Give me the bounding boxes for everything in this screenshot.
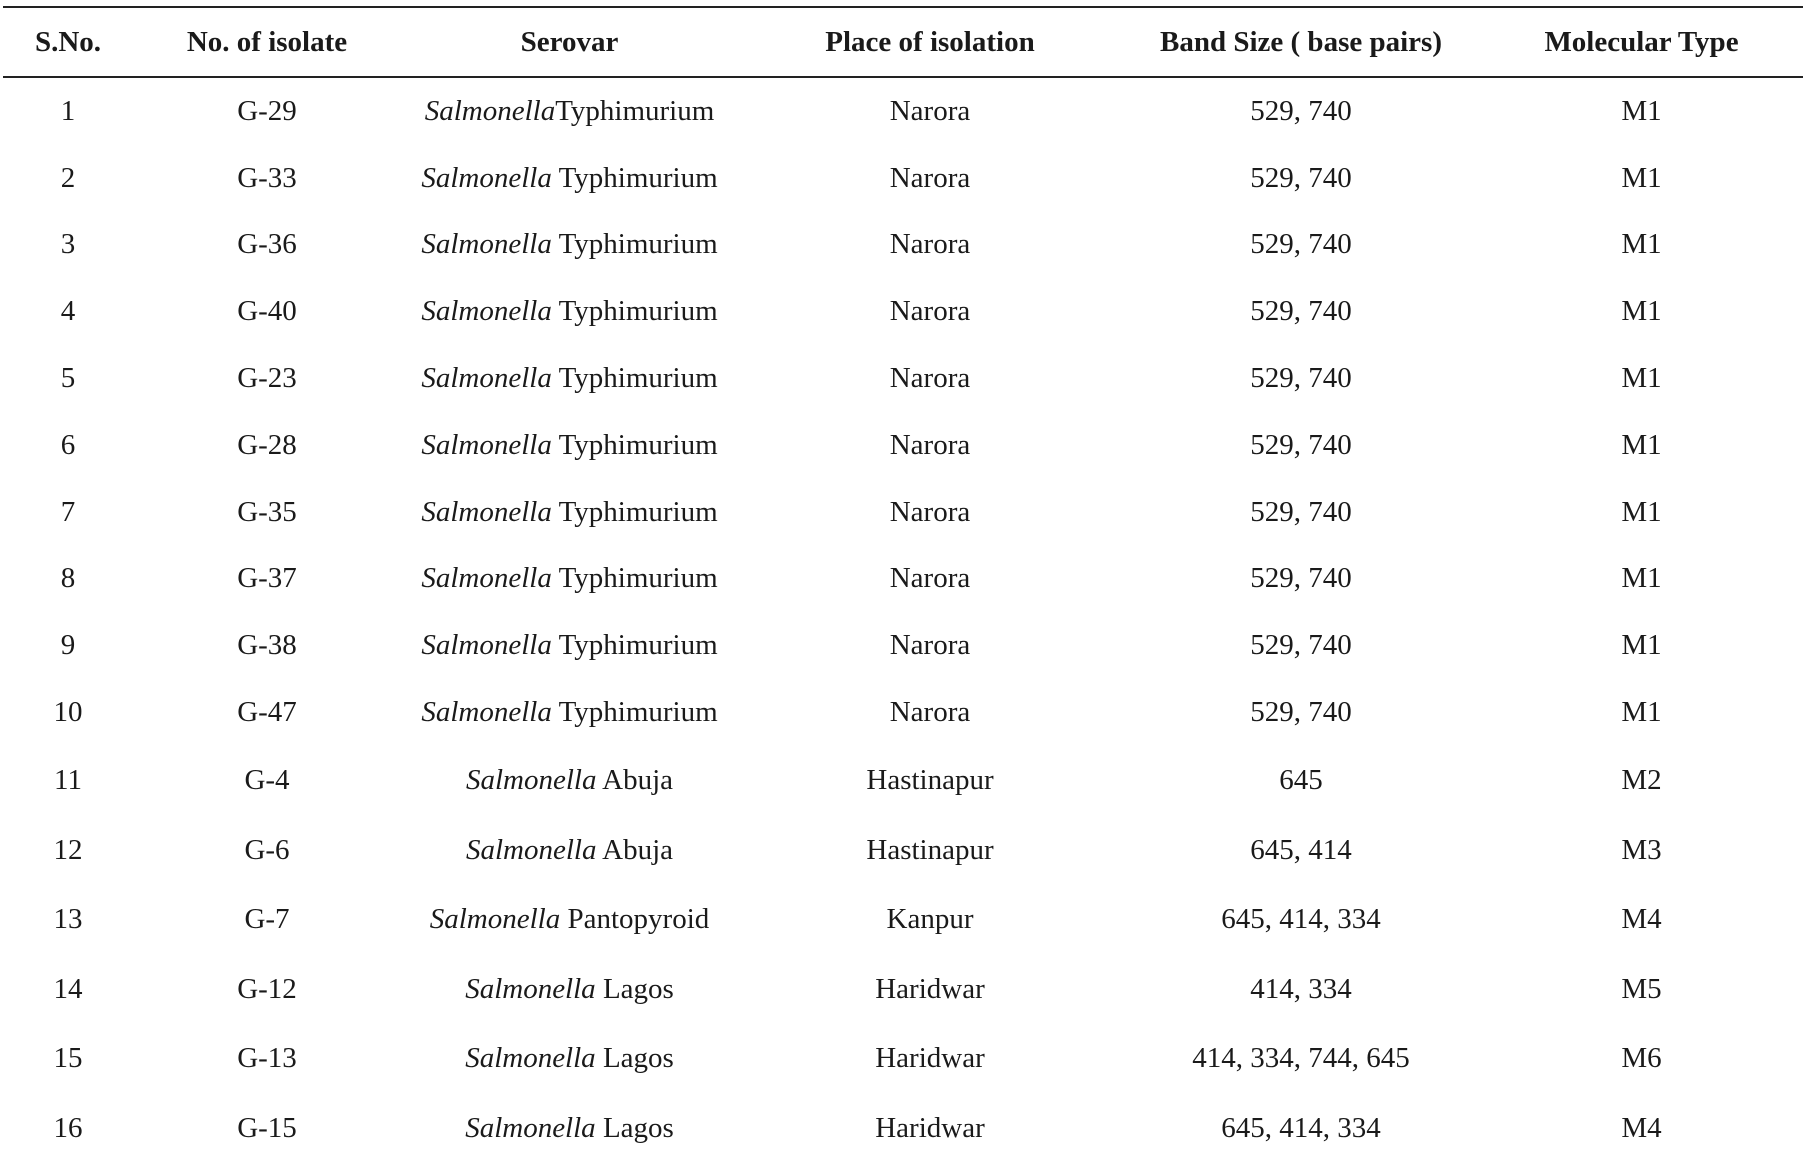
cell-place: Haridwar [875,972,985,1005]
serovar-name: Lagos [602,972,674,1005]
cell-serovar [401,885,738,955]
cell-band-size: 529, 740 [1250,295,1352,328]
cell-place: Narora [889,696,971,729]
cell-isolate: G-23 [237,362,297,395]
cell-band-size: 645, 414, 334 [1221,903,1381,936]
cell-place: Narora [889,94,971,127]
serovar-genus: Salmonella [465,764,597,797]
cell-serovar [401,1024,738,1094]
cell-isolate: G-36 [237,228,297,261]
serovar-genus: Salmonella [465,833,597,866]
serovar-genus: Salmonella [424,94,556,127]
cell-sno: 2 [60,161,76,194]
cell-molecular-type: M1 [1621,696,1662,729]
cell-band-size: 645, 414, 334 [1221,1111,1381,1144]
cell-place: Narora [889,161,971,194]
table-row [3,278,1803,345]
cell-place: Hastinapur [866,764,994,797]
cell-molecular-type: M6 [1621,1042,1662,1075]
cell-band-size: 529, 740 [1250,495,1352,528]
cell-isolate: G-40 [237,295,297,328]
serovar-genus: Salmonella [421,295,552,328]
cell-serovar [401,212,738,279]
serovar-name: Lagos [602,1111,674,1144]
cell-serovar [401,746,738,816]
serovar-genus: Salmonella [421,495,552,528]
cell-sno: 12 [53,833,83,866]
cell-sno: 5 [60,362,76,395]
cell-serovar [401,1093,738,1163]
cell-isolate: G-7 [244,903,290,936]
cell-isolate: G-37 [237,562,297,595]
serovar-genus: Salmonella [429,903,561,936]
cell-place: Hastinapur [866,833,994,866]
table-row [3,815,1803,885]
cell-molecular-type: M1 [1621,94,1662,127]
table-row [3,885,1803,955]
cell-molecular-type: M1 [1621,428,1662,461]
header-sno: S.No. [3,7,133,77]
cell-isolate: G-29 [237,94,297,127]
cell-band-size: 529, 740 [1250,562,1352,595]
header-place: Place of isolation [738,7,1122,77]
cell-isolate: G-4 [244,764,290,797]
cell-place: Narora [889,495,971,528]
cell-band-size: 414, 334, 744, 645 [1192,1042,1410,1075]
serovar-name: Lagos [602,1042,674,1075]
table-body [3,77,1803,1163]
cell-serovar [401,815,738,885]
cell-isolate: G-12 [237,972,297,1005]
isolates-table [3,6,1803,1163]
table-row [3,345,1803,412]
cell-serovar [401,612,738,679]
serovar-name: Typhimurium [555,94,715,127]
cell-place: Kanpur [886,903,974,936]
cell-place: Haridwar [875,1042,985,1075]
cell-isolate: G-35 [237,495,297,528]
cell-sno: 8 [60,562,76,595]
cell-place: Narora [889,428,971,461]
cell-place: Narora [889,562,971,595]
cell-place: Narora [889,362,971,395]
cell-serovar [401,278,738,345]
table-row [3,1024,1803,1094]
serovar-genus: Salmonella [421,562,552,595]
cell-band-size: 645 [1279,764,1323,797]
serovar-name: Typhimurium [558,562,718,595]
serovar-name: Abuja [602,764,674,797]
serovar-name: Pantopyroid [567,903,710,936]
serovar-name: Typhimurium [558,228,718,261]
cell-sno: 15 [53,1042,83,1075]
cell-sno: 4 [60,295,76,328]
cell-molecular-type: M4 [1621,903,1662,936]
cell-molecular-type: M1 [1621,495,1662,528]
header-isolate: No. of isolate [133,7,401,77]
cell-place: Narora [889,228,971,261]
cell-serovar [401,479,738,546]
serovar-genus: Salmonella [465,1111,596,1144]
cell-band-size: 529, 740 [1250,696,1352,729]
cell-molecular-type: M1 [1621,629,1662,662]
cell-sno: 3 [60,228,76,261]
cell-sno: 6 [60,428,76,461]
table-row [3,746,1803,816]
cell-molecular-type: M1 [1621,161,1662,194]
cell-molecular-type: M5 [1621,972,1662,1005]
cell-place: Narora [889,295,971,328]
cell-molecular-type: M4 [1621,1111,1662,1144]
table-row [3,212,1803,279]
cell-molecular-type: M3 [1621,833,1662,866]
serovar-name: Typhimurium [558,362,718,395]
cell-sno: 9 [60,629,76,662]
header-serovar: Serovar [401,7,738,77]
cell-serovar [401,345,738,412]
cell-molecular-type: M1 [1621,562,1662,595]
cell-sno: 16 [53,1111,83,1144]
table-row [3,679,1803,746]
table-row [3,77,1803,145]
table-row [3,546,1803,613]
serovar-name: Typhimurium [558,629,718,662]
cell-serovar [401,546,738,613]
serovar-name: Typhimurium [558,428,718,461]
serovar-name: Typhimurium [558,696,718,729]
table-row [3,145,1803,212]
serovar-genus: Salmonella [421,428,552,461]
cell-isolate: G-13 [237,1042,297,1075]
cell-band-size: 645, 414 [1250,833,1352,866]
cell-band-size: 529, 740 [1250,94,1352,127]
cell-isolate: G-47 [237,696,297,729]
table-row [3,479,1803,546]
cell-sno: 14 [53,972,83,1005]
cell-sno: 7 [60,495,76,528]
cell-serovar [401,77,738,145]
cell-band-size: 529, 740 [1250,428,1352,461]
cell-serovar [401,679,738,746]
header-molecular-type: Molecular Type [1480,7,1803,77]
table-row [3,1093,1803,1163]
cell-place: Narora [889,629,971,662]
cell-sno: 13 [53,903,83,936]
cell-serovar [401,412,738,479]
cell-serovar [401,145,738,212]
cell-band-size: 529, 740 [1250,362,1352,395]
cell-molecular-type: M2 [1621,764,1662,797]
serovar-genus: Salmonella [421,362,552,395]
cell-isolate: G-15 [237,1111,297,1144]
cell-band-size: 529, 740 [1250,161,1352,194]
cell-serovar [401,954,738,1024]
cell-molecular-type: M1 [1621,228,1662,261]
serovar-name: Typhimurium [558,295,718,328]
cell-sno: 11 [54,764,82,797]
cell-isolate: G-38 [237,629,297,662]
cell-isolate: G-6 [244,833,290,866]
serovar-genus: Salmonella [421,228,552,261]
cell-sno: 1 [60,94,76,127]
serovar-name: Typhimurium [558,161,718,194]
header-band-size: Band Size ( base pairs) [1122,7,1480,77]
serovar-genus: Salmonella [465,972,596,1005]
serovar-name: Abuja [602,833,674,866]
table-header-row [3,7,1803,77]
cell-molecular-type: M1 [1621,362,1662,395]
table-row [3,412,1803,479]
cell-place: Haridwar [875,1111,985,1144]
table-row [3,954,1803,1024]
cell-molecular-type: M1 [1621,295,1662,328]
serovar-genus: Salmonella [465,1042,596,1075]
cell-sno: 10 [53,696,83,729]
cell-band-size: 529, 740 [1250,228,1352,261]
serovar-genus: Salmonella [421,161,552,194]
cell-band-size: 529, 740 [1250,629,1352,662]
serovar-name: Typhimurium [558,495,718,528]
serovar-genus: Salmonella [421,696,552,729]
cell-band-size: 414, 334 [1250,972,1352,1005]
cell-isolate: G-33 [237,161,297,194]
serovar-genus: Salmonella [421,629,552,662]
table-row [3,612,1803,679]
cell-isolate: G-28 [237,428,297,461]
